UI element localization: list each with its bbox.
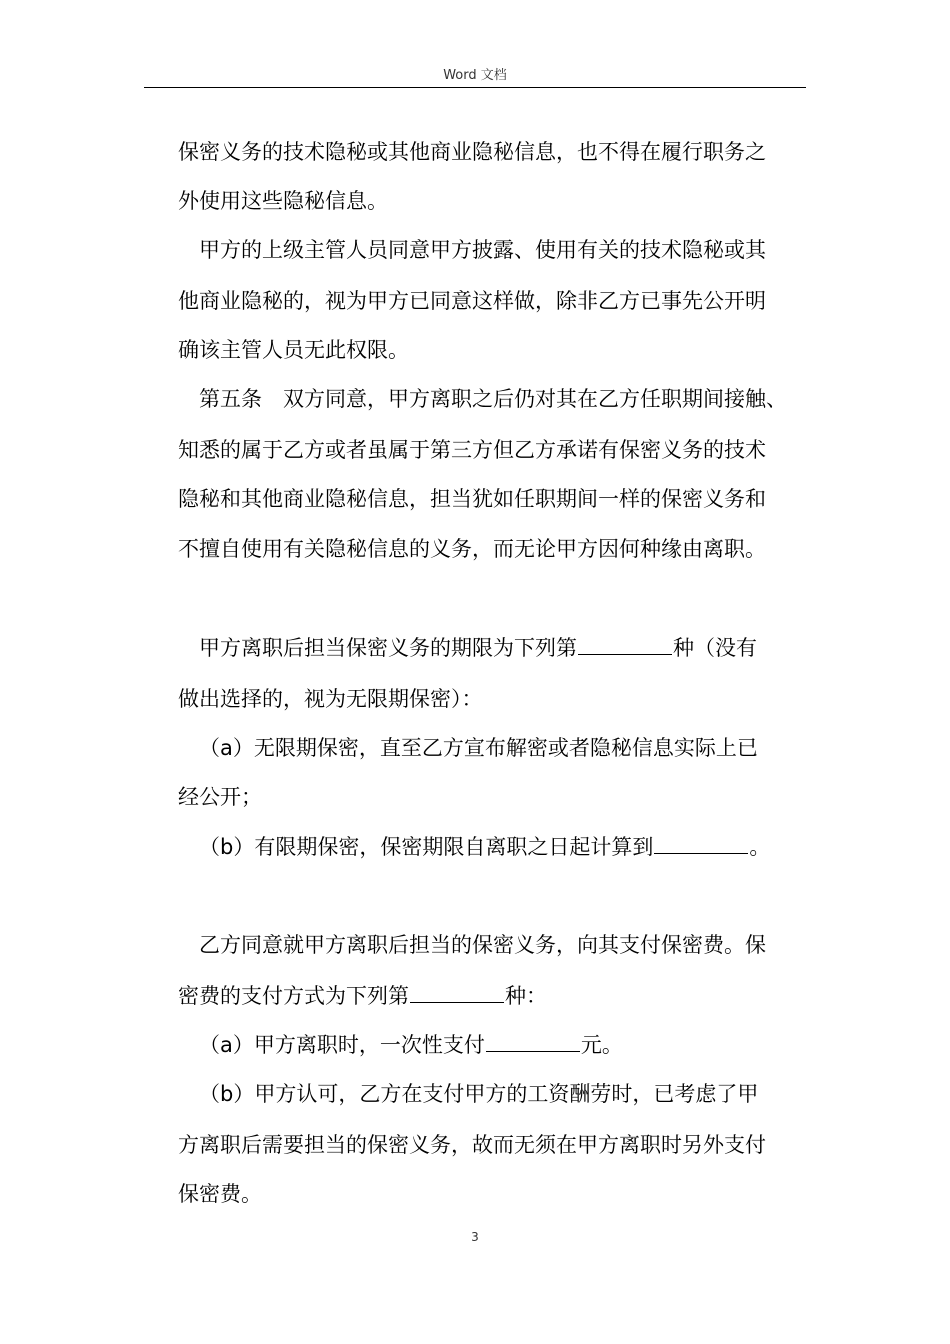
text-line [199,1031,623,1059]
text-line: 保密义务的技术隐秘或其他商业隐秘信息，也不得在履行职务之 [178,140,766,164]
text-line: 经公开； [178,785,262,809]
text-line: 他商业隐秘的，视为甲方已同意这样做，除非乙方已事先公开明 [178,289,766,313]
text-line: 知悉的属于乙方或者虽属于第三方但乙方承诺有保密义务的技术 [178,438,766,462]
text-line: 乙方同意就甲方离职后担当的保密义务，向其支付保密费。保 [199,933,766,957]
fill-in-blank[interactable] [578,653,672,655]
text-line: 外使用这些隐秘信息。 [178,189,388,213]
page-header [0,68,950,84]
page-number: 3 [471,1230,479,1244]
text-line: 隐秘和其他商业隐秘信息，担当犹如任职期间一样的保密义务和 [178,487,766,511]
text-line: （b）甲方认可，乙方在支付甲方的工资酬劳时，已考虑了甲 [199,1082,759,1106]
text-segment: （a）甲方离职时，一次性支付 [199,1033,485,1057]
text-line: （a）无限期保密，直至乙方宣布解密或者隐秘信息实际上已 [199,736,758,760]
text-segment: 甲方离职后担当保密义务的期限为下列第 [199,636,577,660]
text-line: 确该主管人员无此权限。 [178,338,409,362]
text-line: 第五条 双方同意，甲方离职之后仍对其在乙方任职期间接触、 [199,387,787,411]
text-line: 做出选择的，视为无限期保密）： [178,687,483,711]
header-title: Word 文档 [443,68,507,83]
text-line: 不擅自使用有关隐秘信息的义务，而无论甲方因何种缘由离职。 [178,537,766,561]
text-line [178,982,547,1010]
text-segment: 密费的支付方式为下列第 [178,984,409,1008]
text-segment: 。 [749,835,771,859]
text-segment: 种： [505,984,547,1008]
fill-in-blank[interactable] [654,852,748,854]
text-segment: （b）有限期保密，保密期限自离职之日起计算到 [199,835,654,859]
fill-in-blank[interactable] [486,1050,580,1052]
text-segment: 种（没有 [673,636,757,660]
text-segment: 元。 [580,1033,623,1057]
text-line: 方离职后需要担当的保密义务，故而无须在甲方离职时另外支付 [178,1133,766,1157]
page-footer [0,1230,950,1244]
fill-in-blank[interactable] [410,1001,504,1003]
text-line: 甲方的上级主管人员同意甲方披露、使用有关的技术隐秘或其 [199,238,766,262]
text-line [199,634,757,662]
text-line [199,833,770,861]
text-line: 保密费。 [178,1182,262,1206]
header-divider [144,87,806,88]
